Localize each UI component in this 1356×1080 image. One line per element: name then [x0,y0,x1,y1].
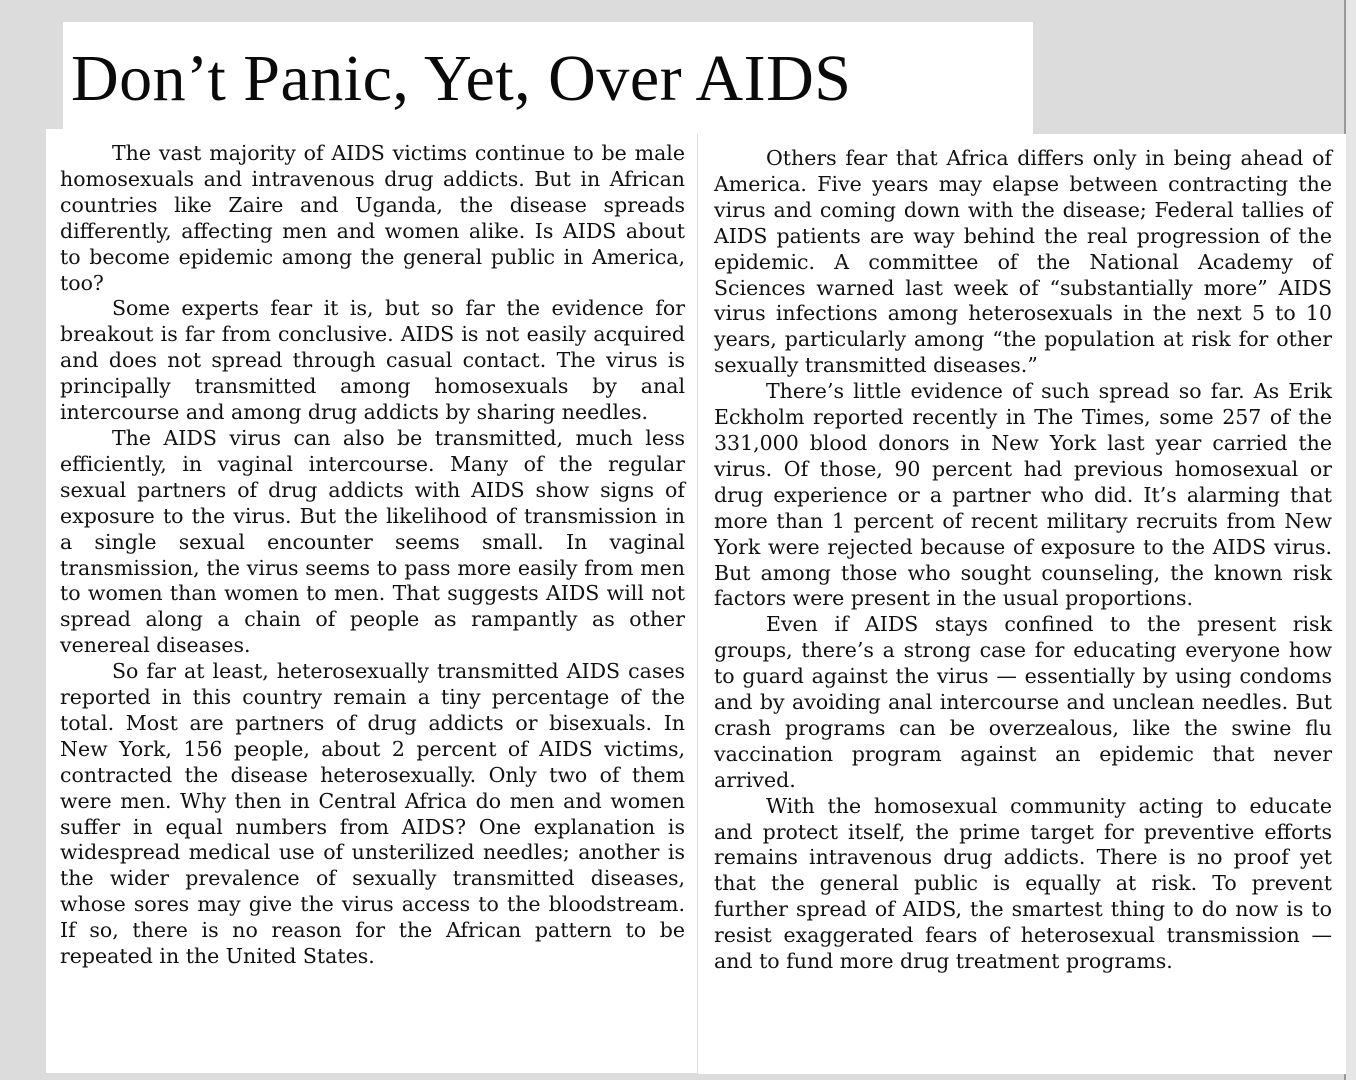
paragraph: Even if AIDS stays confined to the present risk groups, there’s a strong case for educating everyone how to guard against the virus — essentially by using condoms and by avoiding anal intercourse and unclean needles. But crash programs can be overzealous, like the swine flu vaccination program against an epidemic that never arrived. [714,612,1332,792]
paragraph: Others fear that Africa differs only in being ahead of America. Five years may elapse between contracting the virus and coming down with the disease; Federal tallies of AIDS patients are way behind the real progression of the epidemic. A committee of the National Academy of Sciences warned last week of “substantially more” AIDS virus infections among heterosexuals in the next 5 to 10 years, particularly among “the population at risk for other sexually transmitted diseases.” [714,146,1332,378]
paragraph: There’s little evidence of such spread so far. As Erik Eckholm reported recently in The Times, some 257 of the 331,000 blood donors in New York last year carried the virus. Of those, 90 percent had previous homosexual or drug experience or a partner who did. It’s alarming that more than 1 percent of recent military recruits from New York were rejected because of exposure to the AIDS virus. But among those who sought counseling, the known risk factors were present in the usual proportions. [714,379,1332,611]
paragraph: The vast majority of AIDS victims continue to be male homosexuals and intravenous drug addicts. But in African countries like Zaire and Uganda, the disease spreads differently, affecting men and women alike. Is AIDS about to become epidemic among the general public in America, too? [60,141,685,295]
paragraph: The AIDS virus can also be transmitted, much less efficiently, in vaginal intercourse. Many of the regular sexual partners of drug addicts with AIDS show signs of exposure to the virus. But the likelihood of transmission in a single sexual encounter seems small. In vaginal transmission, the virus seems to pass more easily from men to women than women to men. That suggests AIDS will not spread along a chain of people as rampantly as other venereal diseases. [60,425,685,658]
headline: Don’t Panic, Yet, Over AIDS [71,42,852,115]
right-column-clipping [698,134,1346,1074]
paragraph: So far at least, heterosexually transmitted AIDS cases reported in this country remain a tiny percentage of the total. Most are partners of drug addicts or bisexuals. In New York, 156 people, about 2 percent of AIDS victims, contracted the disease heterosexually. Only two of them were men. Why then in Central Africa do men and women suffer in equal numbers from AIDS? One explanation is widespread medical use of unsterilized needles; another is the wider prevalence of sexually transmitted diseases, whose sores may give the virus access to the bloodstream. If so, there is no reason for the African pattern to be repeated in the United States. [60,659,685,969]
left-column-clipping [46,129,697,1073]
paragraph: Some experts fear it is, but so far the evidence for breakout is far from conclusive. AIDS is not easily acquired and does not spread through casual contact. The virus is principally transmitted among homosexuals by anal intercourse and among drug addicts by sharing needles. [60,296,685,425]
paragraph: With the homosexual community acting to educate and protect itself, the prime target for preventive efforts remains intravenous drug addicts. There is no proof yet that the general public is equally at risk. To prevent further spread of AIDS, the smartest thing to do now is to resist exaggerated fears of heterosexual transmission — and to fund more drug treatment programs. [714,793,1332,974]
headline-clipping [63,22,1033,134]
